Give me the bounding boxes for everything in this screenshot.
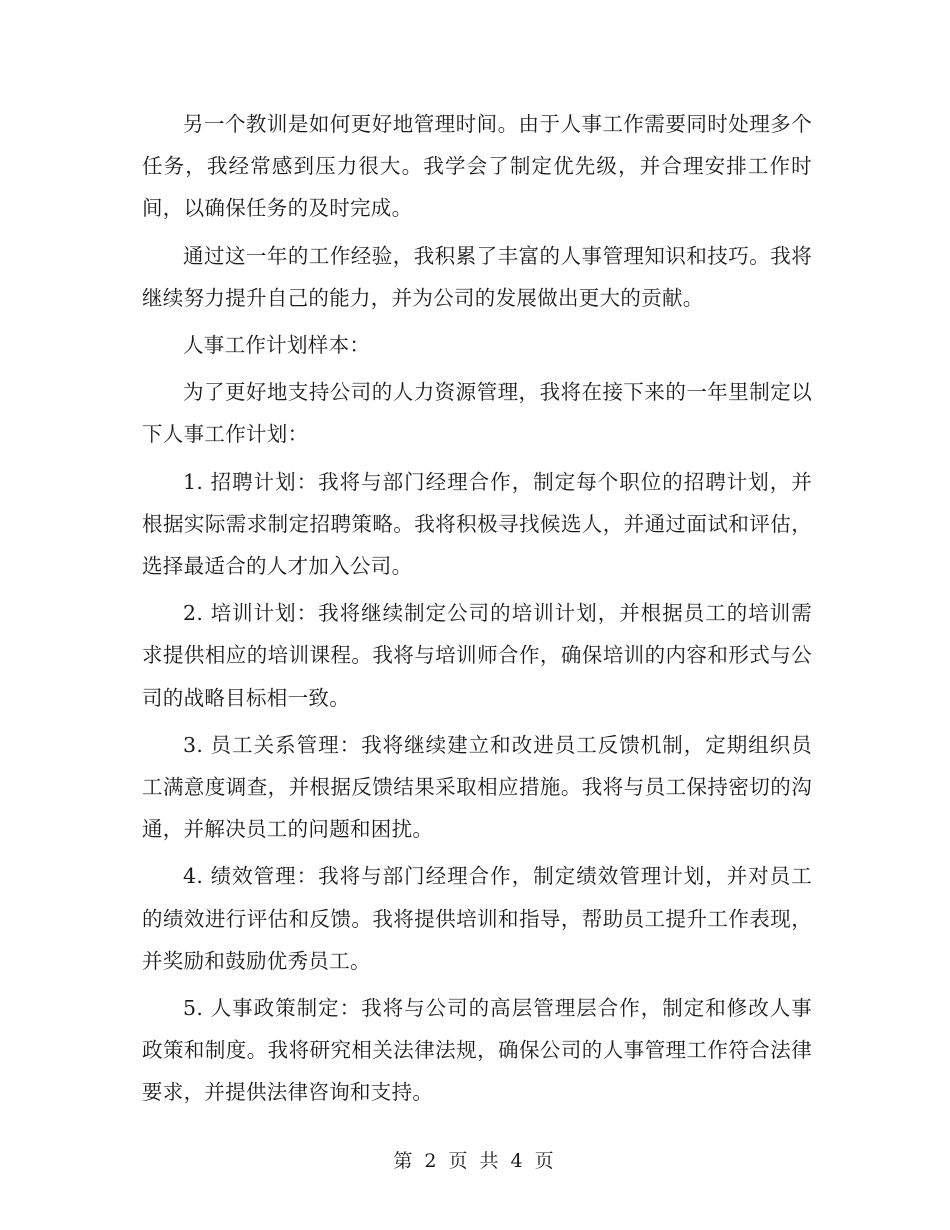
paragraph-plan-intro: 为了更好地支持公司的人力资源管理，我将在接下来的一年里制定以下人事工作计划： [142,380,812,447]
list-item-hr-policy: 5. 人事政策制定：我将与公司的高层管理层合作，制定和修改人事政策和制度。我将研究相关法律法规，确保公司的人事管理工作符合法律要求，并提供法律咨询和支持。 [142,996,812,1105]
list-item-performance-management: 4. 绩效管理：我将与部门经理合作，制定绩效管理计划，并对员工的绩效进行评估和反馈。我将提供培训和指导，帮助员工提升工作表现，并奖励和鼓励优秀员工。 [142,864,812,973]
document-body [142,103,812,1119]
paragraph-time-management-lesson: 另一个教训是如何更好地管理时间。由于人事工作需要同时处理多个任务，我经常感到压力很大。我学会了制定优先级，并合理安排工作时间，以确保任务的及时完成。 [142,112,812,221]
list-item-employee-relations: 3. 员工关系管理：我将继续建立和改进员工反馈机制，定期组织员工满意度调查，并根据反馈结果采取相应措施。我将与员工保持密切的沟通，并解决员工的问题和困扰。 [142,732,812,842]
list-item-training-plan: 2. 培训计划：我将继续制定公司的培训计划，并根据员工的培训需求提供相应的培训课程。我将与培训师合作，确保培训的内容和形式与公司的战略目标相一致。 [142,601,812,710]
paragraph-year-summary: 通过这一年的工作经验，我积累了丰富的人事管理知识和技巧。我将继续努力提升自己的能力，并为公司的发展做出更大的贡献。 [142,243,812,310]
section-heading-plan-sample: 人事工作计划样本： [183,333,371,358]
page-number-footer: 第 2 页 共 4 页 [393,1150,557,1172]
list-item-recruitment-plan: 1. 招聘计划：我将与部门经理合作，制定每个职位的招聘计划，并根据实际需求制定招聘策略。我将积极寻找候选人，并通过面试和评估，选择最适合的人才加入公司。 [142,469,812,579]
